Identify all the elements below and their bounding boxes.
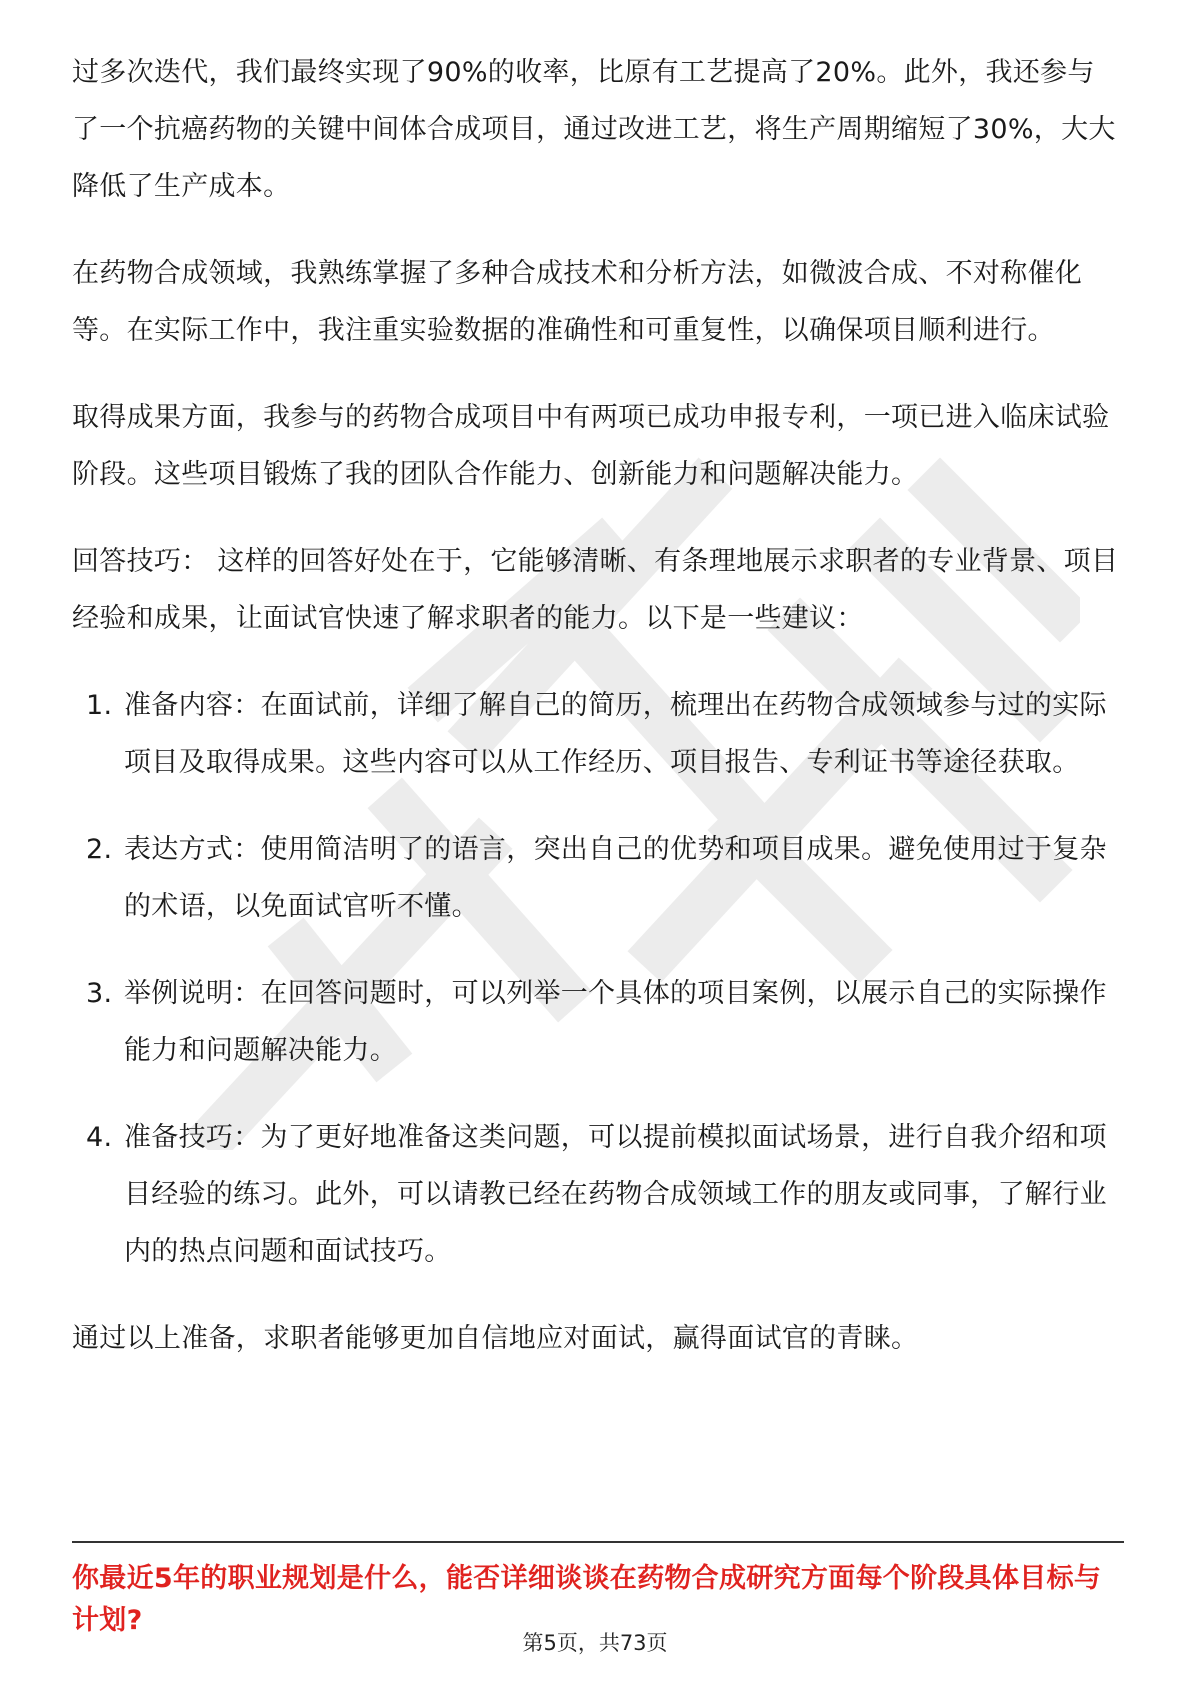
paragraph-synthesis-skills: 在药物合成领域，我熟练掌握了多种合成技术和分析方法，如微波合成、不对称催化等。在实际工作中，我注重实验数据的准确性和可重复性，以确保项目顺利进行。 <box>72 258 1083 346</box>
list-number: 3. <box>86 978 113 1009</box>
list-item-text: 准备技巧：为了更好地准备这类问题，可以提前模拟面试场景，进行自我介绍和项目经验的练习。此外，可以请教已经在药物合成领域工作的朋友或同事，了解行业内的热点问题和面试技巧。 <box>124 1122 1107 1267</box>
page-footer: 第5页，共73页 <box>522 1631 668 1655</box>
paragraph-project-results: 过多次迭代，我们最终实现了90%的收率，比原有工艺提高了20%。此外，我还参与了一个抗癌药物的关键中间体合成项目，通过改进工艺，将生产周期缩短了30%，大大降低了生产成本。 <box>72 57 1116 202</box>
list-item <box>72 965 1122 1079</box>
section-divider <box>72 1541 1124 1543</box>
paragraph-achievements: 取得成果方面，我参与的药物合成项目中有两项已成功申报专利，一项已进入临床试验阶段。这些项目锻炼了我的团队合作能力、创新能力和问题解决能力。 <box>72 402 1110 490</box>
paragraph-answer-tips: 回答技巧： 这样的回答好处在于，它能够清晰、有条理地展示求职者的专业背景、项目经验和成果，让面试官快速了解求职者的能力。以下是一些建议： <box>72 546 1119 634</box>
tips-list <box>72 677 1122 1280</box>
list-item <box>72 677 1122 791</box>
list-item-text: 表达方式：使用简洁明了的语言，突出自己的优势和项目成果。避免使用过于复杂的术语，以免面试官听不懂。 <box>124 834 1107 922</box>
list-number: 2. <box>86 834 113 865</box>
list-number: 4. <box>86 1122 113 1153</box>
list-item-text: 举例说明：在回答问题时，可以列举一个具体的项目案例，以展示自己的实际操作能力和问题解决能力。 <box>124 978 1107 1066</box>
list-item <box>72 1109 1122 1280</box>
next-interview-question: 你最近5年的职业规划是什么，能否详细谈谈在药物合成研究方面每个阶段具体目标与计划? <box>72 1563 1102 1636</box>
list-item-text: 准备内容：在面试前，详细了解自己的简历，梳理出在药物合成领域参与过的实际项目及取得成果。这些内容可以从工作经历、项目报告、专利证书等途径获取。 <box>124 690 1107 778</box>
list-item <box>72 821 1122 935</box>
main-content <box>72 44 1122 1397</box>
list-number: 1. <box>86 690 113 721</box>
paragraph-conclusion: 通过以上准备，求职者能够更加自信地应对面试，赢得面试官的青睐。 <box>72 1323 919 1354</box>
